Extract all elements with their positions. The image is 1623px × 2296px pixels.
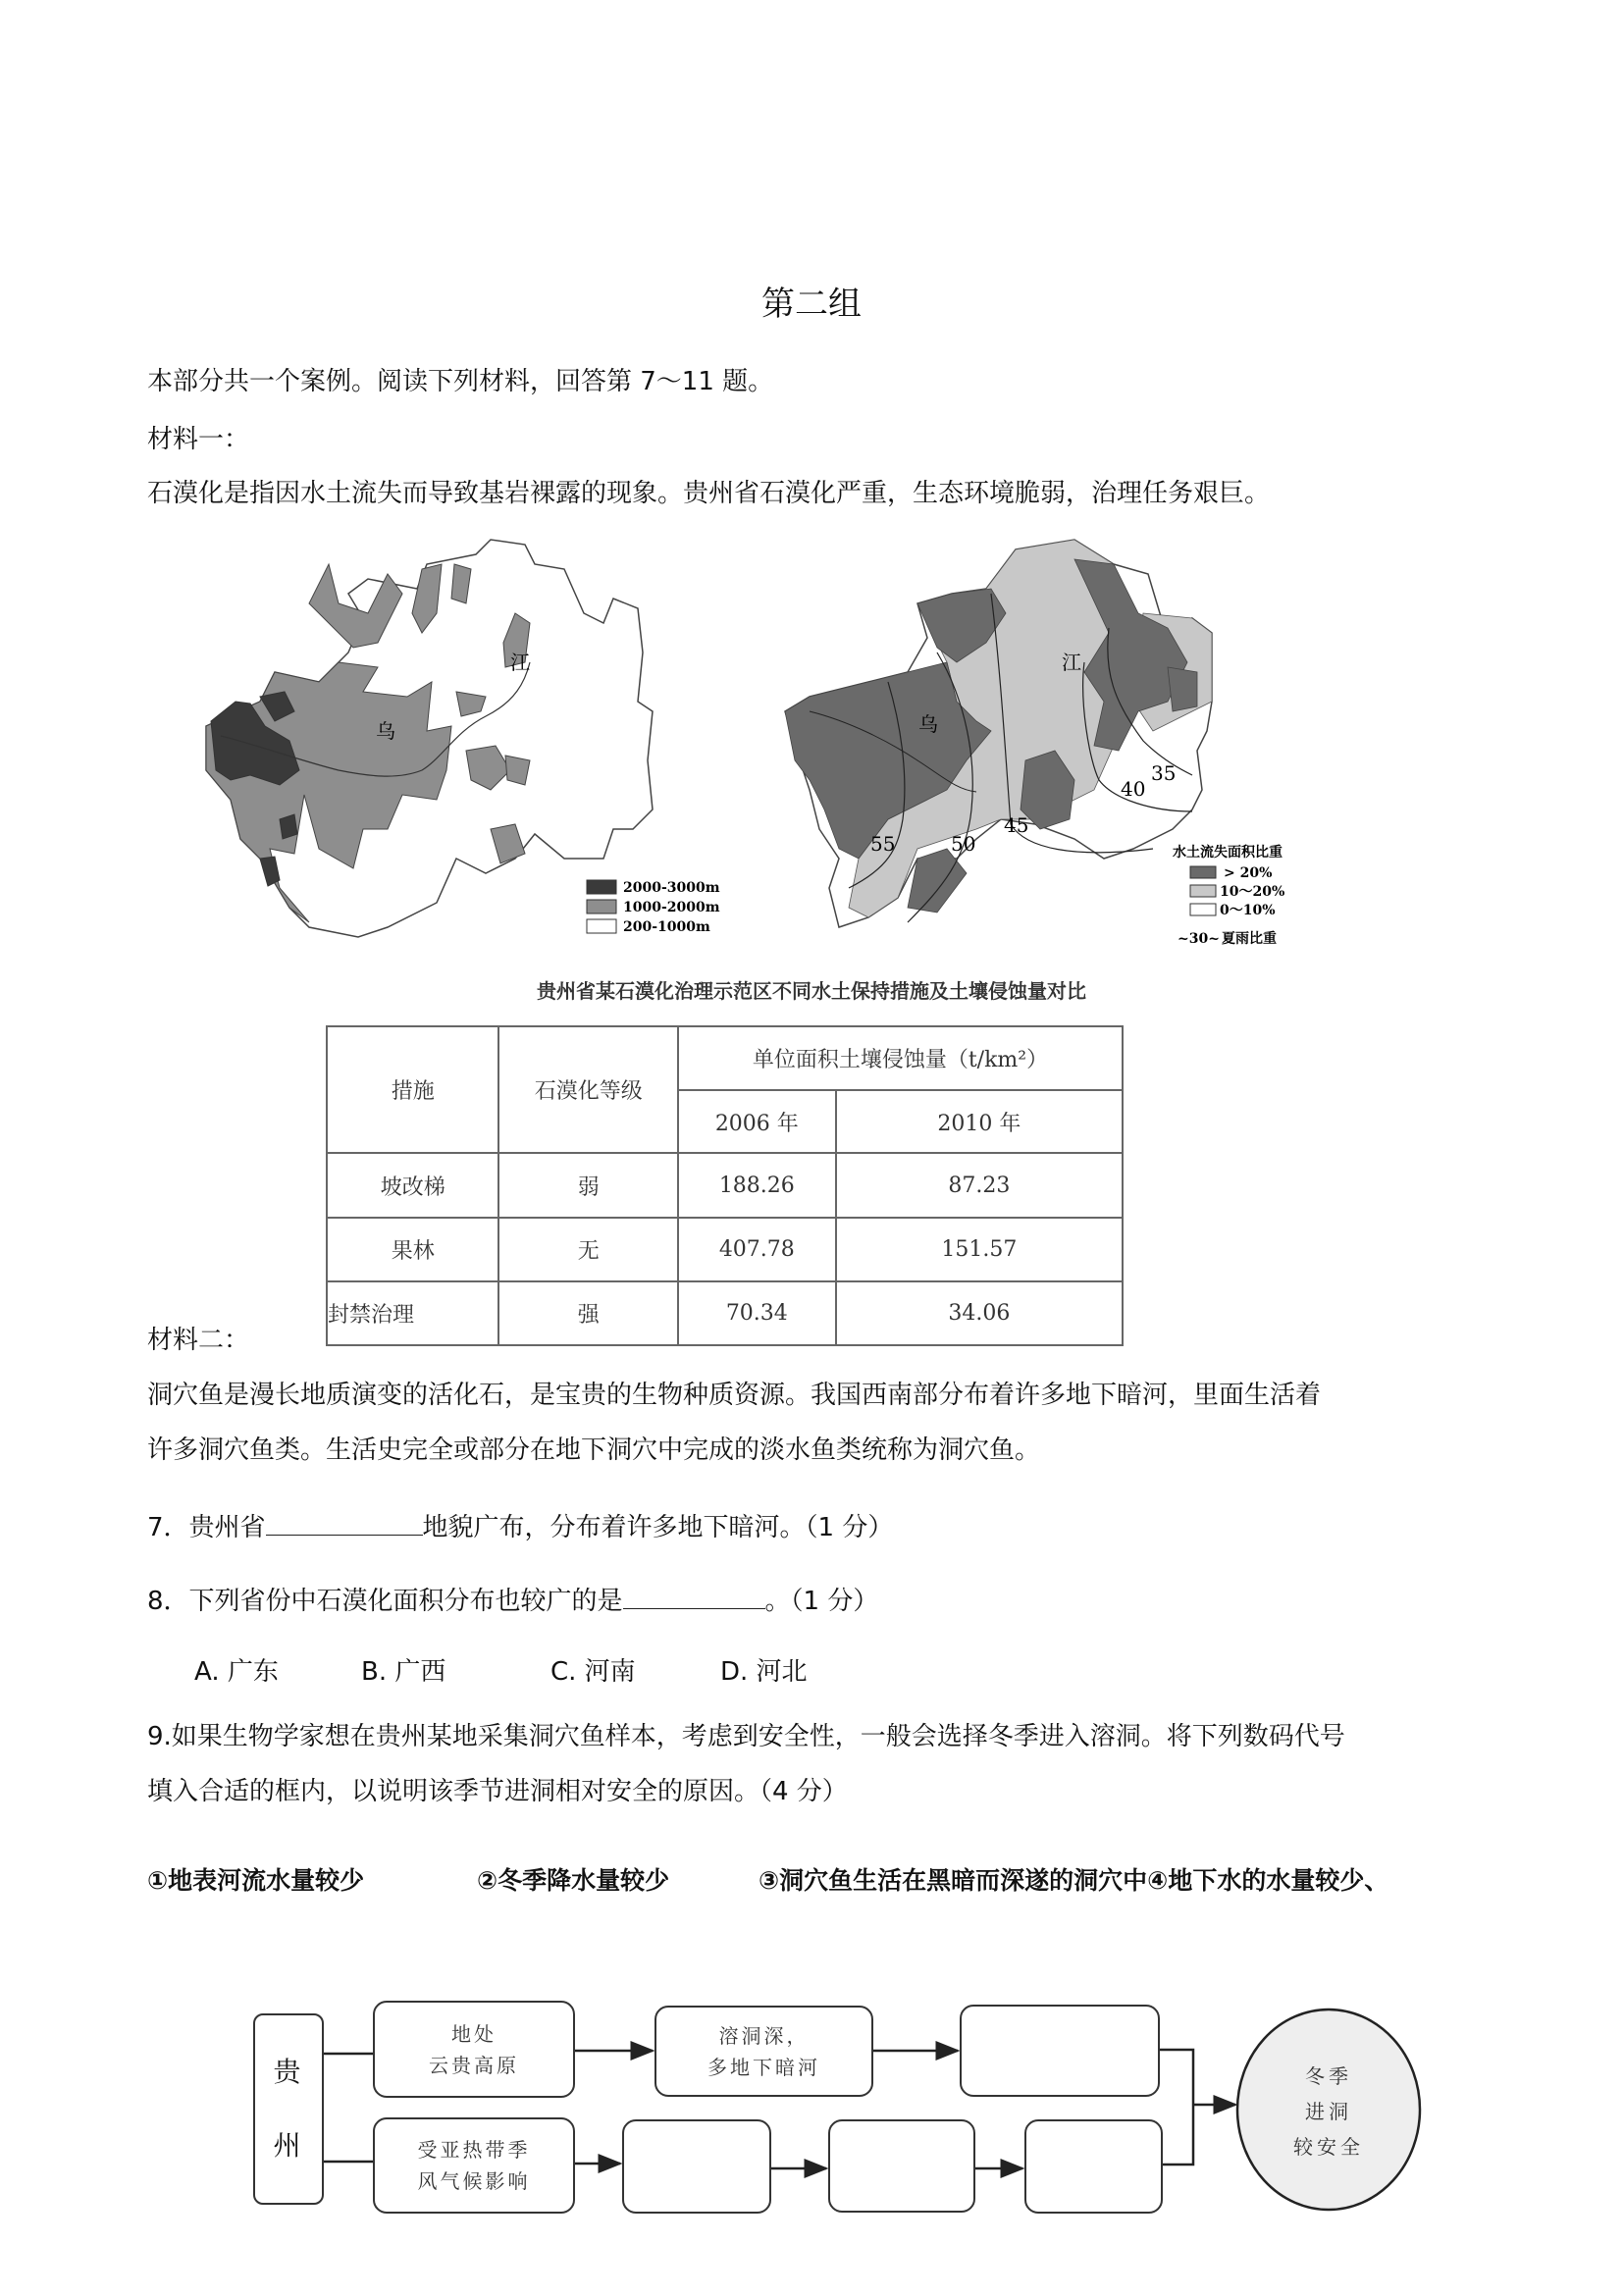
source-char: 州	[273, 2129, 304, 2163]
q8-answer-blank[interactable]	[623, 1585, 765, 1609]
material1-text: 石漠化是指因水土流失而导致基岩裸露的现象。贵州省石漠化严重，生态环境脆弱，治理任务艰巨。	[147, 479, 1271, 508]
q8-text-before: 8．下列省份中石漠化面积分布也较广的是	[147, 1587, 623, 1616]
choice-2: ②冬季降水量较少	[477, 1866, 670, 1895]
choice-1: ①地表河流水量较少	[147, 1866, 365, 1895]
soil-erosion-map	[780, 535, 1330, 957]
flow-answer-box-2[interactable]	[828, 2119, 975, 2213]
erosion-legend	[1173, 844, 1284, 947]
header-2010: 2010 年	[836, 1090, 1123, 1153]
flow-answer-box-top[interactable]	[960, 2005, 1160, 2097]
box-text: 风气候影响	[417, 2169, 531, 2193]
option-d[interactable]: D. 河北	[720, 1657, 808, 1687]
cell-2010: 151.57	[836, 1218, 1123, 1281]
contour-legend-label: 夏雨比重	[1222, 931, 1277, 947]
result-text	[1237, 2059, 1420, 2165]
result-line: 较安全	[1293, 2135, 1364, 2159]
header-grade: 石漠化等级	[498, 1026, 677, 1153]
choice-3-4: ③洞穴鱼生活在黑暗而深遂的洞穴中④地下水的水量较少、	[759, 1866, 1389, 1895]
contour-label-45: 45	[1004, 813, 1029, 837]
box-text: 地处	[451, 2021, 497, 2046]
legend-high: 2000-3000m	[623, 880, 720, 896]
legend-mid: 1000-2000m	[623, 900, 720, 915]
question-9-line: 填入合适的框内，以说明该季节进洞相对安全的原因。（4 分）	[147, 1777, 848, 1806]
legend-title: 水土流失面积比重	[1173, 845, 1283, 861]
q7-text-before: 7．贵州省	[147, 1513, 266, 1542]
cell-2006: 70.34	[678, 1281, 836, 1345]
merge-bracket	[1160, 2050, 1193, 2165]
cell-grade: 弱	[498, 1153, 677, 1218]
cell-2006: 407.78	[678, 1218, 836, 1281]
result-line: 冬季	[1305, 2064, 1352, 2088]
q8-text-after: 。（1 分）	[764, 1587, 879, 1616]
page-title: 第二组	[761, 285, 862, 324]
question-7	[147, 1511, 893, 1543]
intro-text: 本部分共一个案例。阅读下列材料，回答第 7～11 题。	[147, 367, 774, 396]
flow-answer-box-3[interactable]	[1024, 2119, 1163, 2214]
material2-line: 洞穴鱼是漫长地质演变的活化石，是宝贵的生物种质资源。我国西南部分布着许多地下暗河，里面生活着	[147, 1381, 1322, 1410]
material1-label: 材料一：	[147, 425, 250, 454]
material2-label: 材料二：	[147, 1326, 250, 1355]
legend-low: 200-1000m	[623, 919, 710, 935]
option-a[interactable]: A. 广东	[194, 1657, 279, 1687]
header-measure: 措施	[327, 1026, 498, 1153]
contour-label-35: 35	[1151, 761, 1177, 785]
river-label-jiang: 江	[1062, 651, 1081, 674]
box-text: 多地下暗河	[707, 2055, 820, 2079]
legend-mid: 10～20%	[1220, 884, 1285, 900]
contour-label-55: 55	[870, 832, 896, 856]
result-line: 进洞	[1305, 2100, 1352, 2123]
cell-measure: 坡改梯	[327, 1153, 498, 1218]
box-text: 云贵高原	[429, 2053, 519, 2077]
table-caption: 贵州省某石漠化治理示范区不同水土保持措施及土壤侵蚀量对比	[537, 979, 1086, 1003]
material2-line: 许多洞穴鱼类。生活史完全或部分在地下洞穴中完成的淡水鱼类统称为洞穴鱼。	[147, 1435, 1041, 1465]
contour-label-50: 50	[951, 832, 976, 856]
box-text: 受亚热带季	[417, 2138, 531, 2162]
q7-answer-blank[interactable]	[266, 1511, 423, 1536]
flow-answer-box-1[interactable]	[622, 2119, 771, 2214]
legend-high: > 20%	[1224, 865, 1273, 881]
box-text: 溶洞深，	[718, 2023, 810, 2048]
river-label-wu: 乌	[376, 719, 395, 743]
header-2006: 2006 年	[678, 1090, 836, 1153]
elevation-map	[191, 535, 760, 957]
flow-box-monsoon	[373, 2117, 575, 2214]
flow-box-plateau	[373, 2001, 575, 2098]
cell-measure: 封禁治理	[327, 1281, 498, 1345]
table-row	[327, 1153, 1123, 1218]
table-row	[327, 1281, 1123, 1345]
option-b[interactable]: B. 广西	[361, 1657, 446, 1687]
source-box	[253, 2013, 324, 2205]
river-label-jiang: 江	[510, 651, 530, 674]
question-8	[147, 1585, 878, 1617]
cell-grade: 强	[498, 1281, 677, 1345]
elevation-legend	[587, 880, 720, 935]
cell-2010: 87.23	[836, 1153, 1123, 1218]
cell-grade: 无	[498, 1218, 677, 1281]
source-char: 贵	[273, 2055, 304, 2088]
flow-box-karst	[654, 2006, 873, 2097]
option-c[interactable]: C. 河南	[550, 1657, 636, 1687]
contour-legend-sample: ~30~	[1178, 931, 1220, 947]
cell-2010: 34.06	[836, 1281, 1123, 1345]
river-label-wu: 乌	[918, 712, 938, 736]
q7-text-after: 地貌广布，分布着许多地下暗河。（1 分）	[422, 1513, 894, 1542]
table-row	[327, 1218, 1123, 1281]
cell-2006: 188.26	[678, 1153, 836, 1218]
contour-label-40: 40	[1121, 777, 1146, 801]
question-9-line: 9.如果生物学家想在贵州某地采集洞穴鱼样本，考虑到安全性，一般会选择冬季进入溶洞。将下列数码代号	[147, 1722, 1345, 1751]
erosion-table	[326, 1025, 1124, 1346]
legend-low: 0～10%	[1220, 903, 1276, 918]
cell-measure: 果林	[327, 1218, 498, 1281]
header-erosion: 单位面积土壤侵蚀量（t/km²）	[678, 1026, 1123, 1090]
